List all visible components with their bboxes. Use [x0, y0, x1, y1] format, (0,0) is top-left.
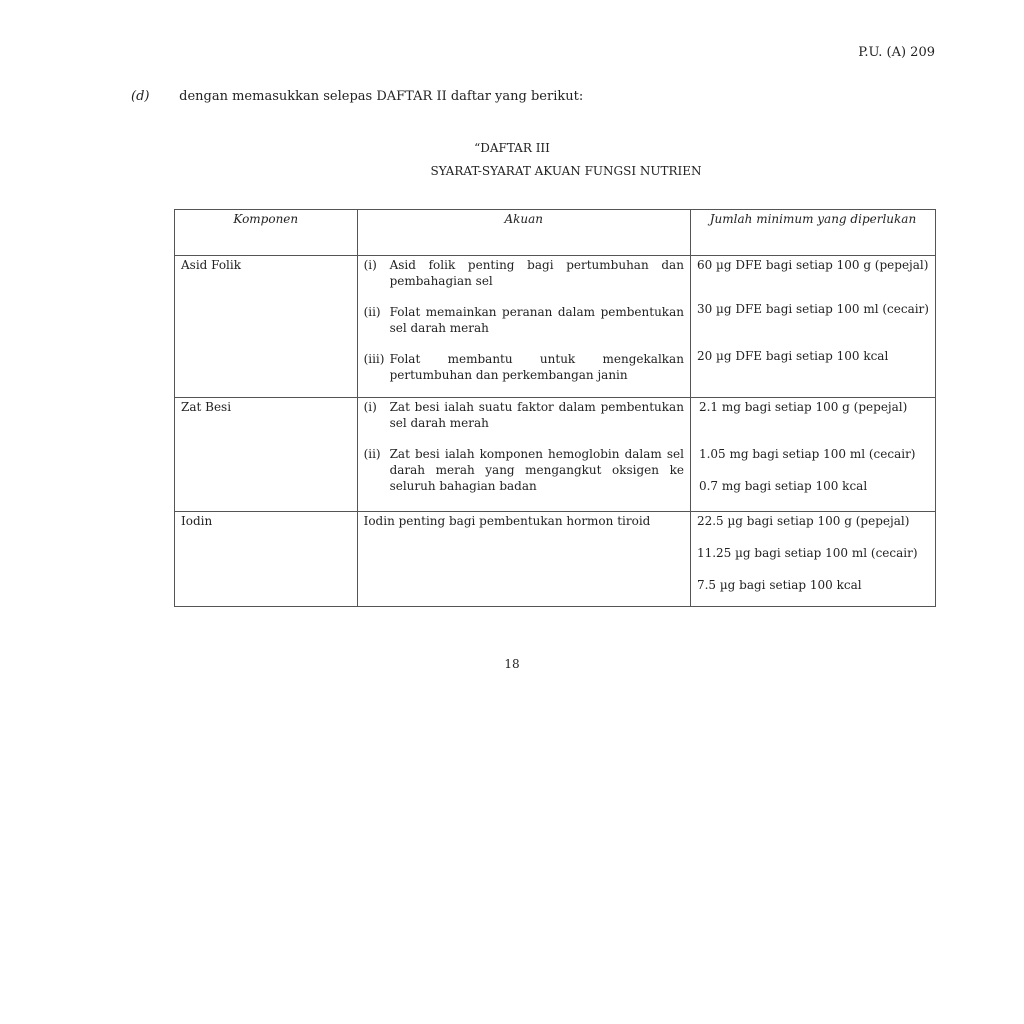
page-number: 18	[504, 657, 520, 671]
clause-letter: (d)	[131, 89, 150, 104]
amount-value: 2.1 mg bagi setiap 100 g (pepejal)	[698, 400, 908, 414]
table-header-row	[175, 210, 936, 256]
table-row	[175, 256, 936, 398]
claim-number: (ii)	[363, 305, 381, 319]
claim-number: (i)	[363, 400, 377, 414]
header-minimum: Jumlah minimum yang diperlukan	[690, 210, 935, 256]
schedule-title: “DAFTAR III	[474, 141, 550, 155]
amount-value: 60 µg DFE bagi setiap 100 g (pepejal)	[696, 258, 929, 272]
claim-text: Folat memainkan peranan dalam pembentukan sel darah merah	[389, 305, 684, 335]
claim-text: Asid folik penting bagi pertumbuhan dan pembahagian sel	[389, 258, 684, 288]
amount-value: 7.5 µg bagi setiap 100 kcal	[696, 578, 862, 592]
component-cell: Zat Besi	[175, 398, 358, 512]
claim-item	[364, 399, 684, 431]
claim-cell	[357, 256, 690, 398]
amount-cell	[690, 398, 935, 512]
claim-text: Folat membantu untuk mengekalkan pertumbuhan dan perkembangan janin	[389, 352, 684, 382]
schedule-subtitle: SYARAT-SYARAT AKUAN FUNGSI NUTRIEN	[430, 164, 702, 178]
document-reference: P.U. (A) 209	[858, 45, 935, 60]
claim-number: (i)	[363, 258, 377, 272]
claim-item	[364, 257, 684, 289]
amount-value: 11.25 µg bagi setiap 100 ml (cecair)	[696, 546, 918, 560]
component-cell: Asid Folik	[175, 256, 358, 398]
amount-value: 30 µg DFE bagi setiap 100 ml (cecair)	[696, 302, 929, 316]
clause-text: dengan memasukkan selepas DAFTAR II daftar yang berikut:	[179, 89, 584, 104]
amount-cell	[690, 256, 935, 398]
header-component: Komponen	[175, 210, 358, 256]
claim-cell: Iodin penting bagi pembentukan hormon tiroid	[357, 512, 690, 607]
component-cell: Iodin	[175, 512, 358, 607]
amount-value: 0.7 mg bagi setiap 100 kcal	[698, 479, 868, 493]
claim-number: (ii)	[363, 447, 381, 461]
claim-cell	[357, 398, 690, 512]
claim-item	[364, 304, 684, 336]
claim-text: Zat besi ialah komponen hemoglobin dalam sel darah merah yang mengangkut oksigen ke seluruh bahagian badan	[389, 447, 684, 493]
table-row	[175, 398, 936, 512]
header-claim: Akuan	[357, 210, 690, 256]
amount-cell	[690, 512, 935, 607]
nutrient-claims-table	[174, 209, 936, 607]
amount-value: 1.05 mg bagi setiap 100 ml (cecair)	[698, 447, 916, 461]
claim-item	[364, 351, 684, 383]
amendment-clause	[131, 89, 583, 104]
table-row	[175, 512, 936, 607]
claim-text: Zat besi ialah suatu faktor dalam pembentukan sel darah merah	[389, 400, 684, 430]
amount-value: 20 µg DFE bagi setiap 100 kcal	[696, 349, 889, 363]
claim-item	[364, 446, 684, 494]
claim-number: (iii)	[363, 352, 385, 366]
amount-value: 22.5 µg bagi setiap 100 g (pepejal)	[696, 514, 910, 528]
